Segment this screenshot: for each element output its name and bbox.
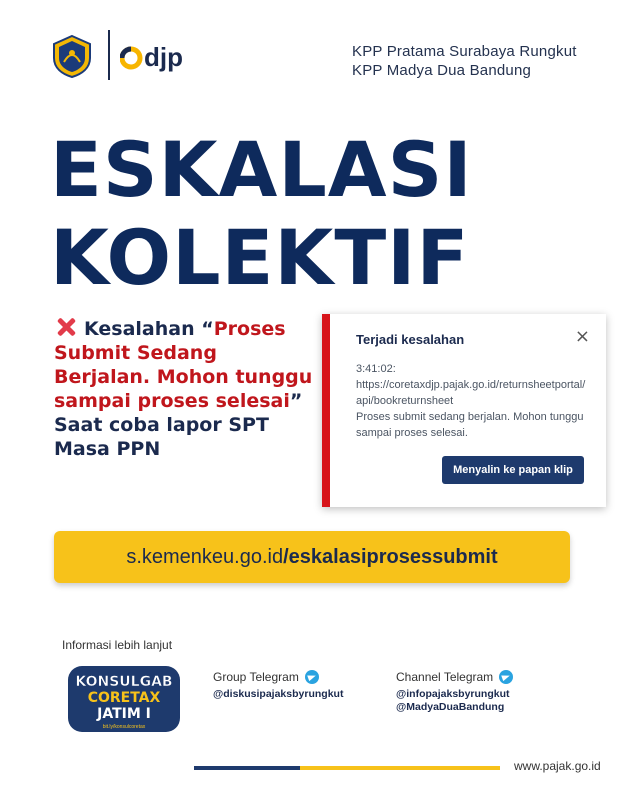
- headline-line-1: ESKALASI: [50, 125, 473, 214]
- dialog-body: [356, 361, 588, 441]
- telegram-channel: [396, 670, 513, 714]
- office-name-2: KPP Madya Dua Bandung: [352, 62, 532, 79]
- channel-handle-2[interactable]: @MadyaDuaBandung: [396, 701, 505, 713]
- error-prefix: Kesalahan “: [84, 318, 214, 340]
- error-description: [54, 316, 314, 461]
- escalation-link[interactable]: [54, 531, 570, 583]
- cross-mark-icon: [54, 316, 76, 338]
- konsulgab-coretax-badge: [62, 660, 186, 738]
- office-name-1: KPP Pratama Surabaya Rungkut: [352, 43, 577, 60]
- more-info-label: Informasi lebih lanjut: [62, 638, 173, 652]
- dialog-message: Proses submit sedang berjalan. Mohon tunggu sampai proses selesai.: [356, 411, 584, 439]
- headline-line-2: KOLEKTIF: [50, 213, 470, 302]
- office-names: [352, 42, 577, 80]
- error-dialog: [322, 314, 606, 507]
- dialog-url: https://coretaxdjp.pajak.go.id/returnsheetportal/api/bookreturnsheet: [356, 379, 586, 407]
- group-handle[interactable]: @diskusipajaksbyrungkut: [213, 688, 344, 700]
- svg-text:CORETAX: CORETAX: [87, 690, 161, 706]
- error-message: Proses Submit Sedang Berjalan. Mohon tunggu sampai proses selesai: [54, 318, 313, 412]
- telegram-group: [213, 670, 343, 701]
- djp-logo: [120, 38, 196, 74]
- channel-telegram-label: Channel Telegram: [396, 670, 494, 684]
- svg-text:KONSULGAB: KONSULGAB: [75, 674, 173, 690]
- link-path: /eskalasiprosessubmit: [283, 545, 498, 568]
- kemenkeu-logo: [50, 34, 94, 78]
- headline: [50, 126, 473, 302]
- channel-handle-1[interactable]: @infopajaksbyrungkut: [396, 688, 510, 700]
- telegram-icon: [499, 670, 513, 684]
- error-context: Saat coba lapor SPT Masa PPN: [54, 414, 269, 460]
- svg-text:bit.ly/konsulcoretax: bit.ly/konsulcoretax: [102, 724, 146, 730]
- telegram-icon: [305, 670, 319, 684]
- dialog-time: 3:41:02:: [356, 363, 396, 375]
- svg-text:djp: djp: [144, 42, 183, 72]
- group-telegram-label: Group Telegram: [213, 670, 299, 684]
- link-domain: s.kemenkeu.go.id: [126, 545, 284, 568]
- dialog-title: Terjadi kesalahan: [356, 332, 465, 347]
- close-icon[interactable]: ×: [574, 326, 590, 347]
- footer-line-navy: [194, 766, 300, 770]
- error-suffix: ”: [289, 390, 303, 412]
- header-divider: [108, 30, 110, 80]
- copy-to-clipboard-button[interactable]: Menyalin ke papan klip: [442, 456, 584, 484]
- svg-text:JATIM I: JATIM I: [97, 706, 151, 722]
- website-link[interactable]: www.pajak.go.id: [514, 759, 601, 773]
- footer-line-gold: [300, 766, 500, 770]
